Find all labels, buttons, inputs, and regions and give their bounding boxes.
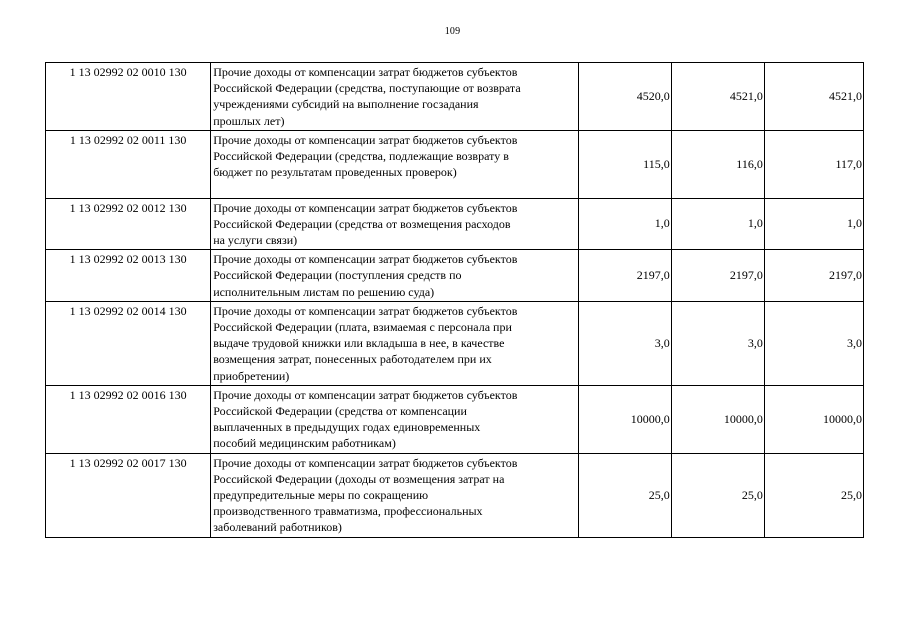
revenue-name-line: предупредительные меры по сокращению — [213, 488, 429, 503]
table-row — [46, 385, 864, 453]
revenue-name-line: приобретении) — [213, 368, 290, 383]
revenue-name-cell — [211, 453, 578, 537]
amount-cell-year-2: 3,0 — [671, 301, 764, 385]
amount-cell-year-1: 3,0 — [578, 301, 671, 385]
revenue-name-line: Российской Федерации (средства, поступающие от возврата — [213, 81, 521, 96]
revenue-name-line: Прочие доходы от компенсации затрат бюджетов субъектов — [213, 65, 518, 79]
budget-code-cell: 1 13 02992 02 0010 130 — [46, 63, 211, 131]
revenue-name-line: прошлых лет) — [213, 113, 285, 128]
amount-cell-year-1: 4520,0 — [578, 63, 671, 131]
amount-cell-year-1: 115,0 — [578, 130, 671, 198]
revenue-name-line — [213, 180, 575, 196]
budget-code-cell: 1 13 02992 02 0017 130 — [46, 453, 211, 537]
revenue-name-line: Прочие доходы от компенсации затрат бюджетов субъектов — [213, 387, 518, 402]
amount-cell-year-3: 2197,0 — [764, 250, 863, 302]
revenue-name-line: бюджет по результатам проведенных проверок) — [213, 165, 457, 180]
amount-cell-year-2: 4521,0 — [671, 63, 764, 131]
revenue-name-line: выплаченных в предыдущих годах единовременных — [213, 420, 481, 435]
amount-cell-year-2: 2197,0 — [671, 250, 764, 302]
revenue-name-line: Российской Федерации (средства, подлежащие возврату в — [213, 149, 509, 164]
page-number: 109 — [444, 26, 461, 37]
revenue-name-line: Российской Федерации (средства от возмещения расходов — [213, 216, 511, 231]
revenue-name-line: заболеваний работников) — [213, 520, 342, 535]
budget-code-cell: 1 13 02992 02 0011 130 — [46, 130, 211, 198]
revenue-name-cell — [211, 250, 578, 302]
revenue-name-line: Прочие доходы от компенсации затрат бюджетов субъектов — [213, 200, 518, 215]
amount-cell-year-2: 1,0 — [671, 198, 764, 250]
table-body — [46, 63, 864, 538]
revenue-name-line: возмещения затрат, понесенных работодателем при их — [213, 352, 492, 367]
revenue-name-line: на услуги связи) — [213, 233, 298, 248]
amount-cell-year-3: 10000,0 — [764, 385, 863, 453]
revenue-name-line: Прочие доходы от компенсации затрат бюджетов субъектов — [213, 132, 518, 147]
revenue-name-line: производственного травматизма, профессиональных — [213, 504, 483, 519]
amount-cell-year-3: 117,0 — [764, 130, 863, 198]
revenue-name-line: Российской Федерации (доходы от возмещения затрат на — [213, 471, 505, 486]
amount-cell-year-3: 25,0 — [764, 453, 863, 537]
amount-cell-year-3: 1,0 — [764, 198, 863, 250]
revenue-name-line: Прочие доходы от компенсации затрат бюджетов субъектов — [213, 455, 518, 470]
table-row — [46, 453, 864, 537]
revenue-name-line: Российской Федерации (поступления средств по — [213, 268, 462, 283]
budget-code-cell: 1 13 02992 02 0016 130 — [46, 385, 211, 453]
budget-code-cell: 1 13 02992 02 0014 130 — [46, 301, 211, 385]
amount-cell-year-2: 10000,0 — [671, 385, 764, 453]
amount-cell-year-3: 3,0 — [764, 301, 863, 385]
revenue-table — [45, 62, 864, 538]
table-row — [46, 63, 864, 131]
revenue-name-line: Российской Федерации (плата, взимаемая с персонала при — [213, 320, 512, 335]
budget-code-cell: 1 13 02992 02 0013 130 — [46, 250, 211, 302]
revenue-name-cell — [211, 301, 578, 385]
revenue-name-line: пособий медицинским работникам) — [213, 436, 396, 451]
revenue-name-cell — [211, 63, 578, 131]
revenue-name-line: выдаче трудовой книжки или вкладыша в нее, в качестве — [213, 336, 505, 351]
revenue-name-cell — [211, 198, 578, 250]
revenue-name-line: Прочие доходы от компенсации затрат бюджетов субъектов — [213, 252, 518, 267]
amount-cell-year-1: 1,0 — [578, 198, 671, 250]
revenue-name-cell — [211, 385, 578, 453]
amount-cell-year-2: 116,0 — [671, 130, 764, 198]
table-row — [46, 301, 864, 385]
revenue-name-line: Российской Федерации (средства от компенсации — [213, 404, 467, 419]
amount-cell-year-1: 25,0 — [578, 453, 671, 537]
revenue-name-line: исполнительным листам по решению суда) — [213, 284, 435, 299]
amount-cell-year-2: 25,0 — [671, 453, 764, 537]
revenue-name-line: Прочие доходы от компенсации затрат бюджетов субъектов — [213, 303, 518, 318]
table-row — [46, 198, 864, 250]
table-row — [46, 130, 864, 198]
amount-cell-year-1: 10000,0 — [578, 385, 671, 453]
amount-cell-year-1: 2197,0 — [578, 250, 671, 302]
revenue-name-line: учреждениями субсидий на выполнение госзадания — [213, 97, 479, 112]
revenue-name-cell — [211, 130, 578, 198]
budget-code-cell: 1 13 02992 02 0012 130 — [46, 198, 211, 250]
amount-cell-year-3: 4521,0 — [764, 63, 863, 131]
table-row — [46, 250, 864, 302]
